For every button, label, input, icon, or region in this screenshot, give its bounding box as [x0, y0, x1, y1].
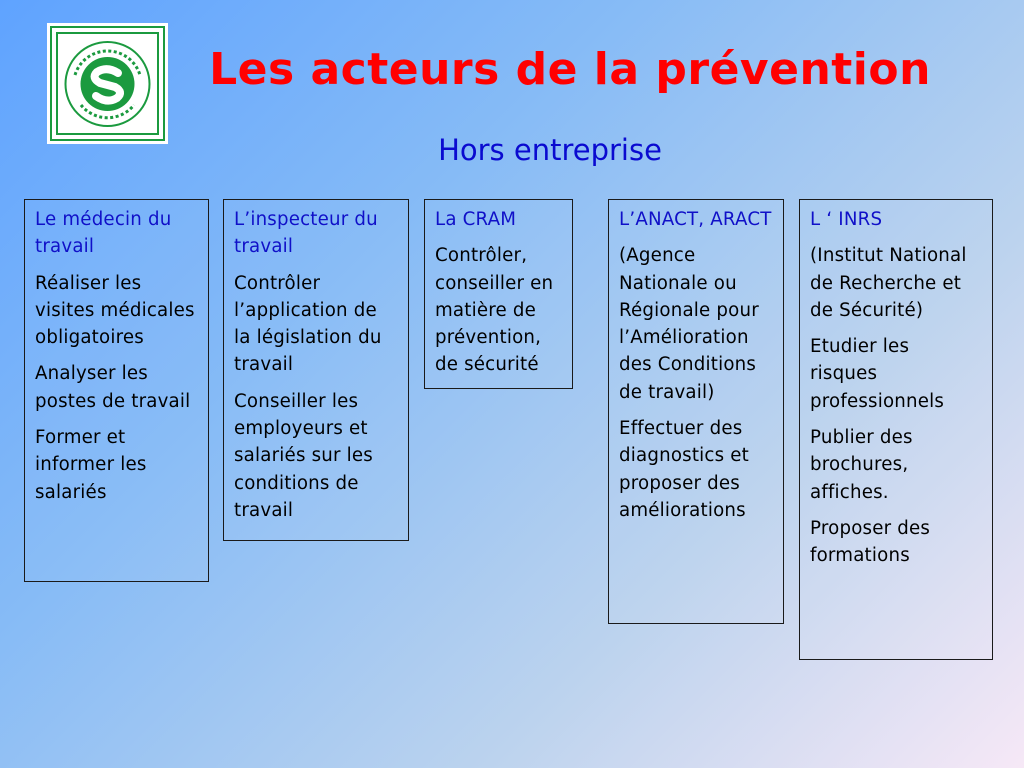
actor-heading: Le médecin du travail	[35, 209, 172, 258]
actor-task: Contrôler l’application de la législation du travail	[234, 272, 382, 376]
actor-task: Former et informer les salariés	[35, 427, 147, 503]
actor-heading: L’ANACT, ARACT	[619, 209, 772, 230]
actor-box-medecin	[24, 199, 209, 582]
actor-task: Réaliser les visites médicales obligatoires	[35, 272, 195, 349]
actor-task: Publier des brochures, affiches.	[810, 427, 913, 503]
actor-box-cram	[424, 199, 573, 389]
actor-task: Analyser les postes de travail	[35, 363, 191, 412]
actor-task: Proposer des formations	[810, 517, 931, 567]
actor-box-anact	[608, 199, 784, 624]
actor-task: Conseiller les employeurs et salariés sur les conditions de travail	[234, 390, 373, 521]
actor-task: (Agence Nationale ou Régionale pour l’Amélioration des Conditions de travail)	[619, 245, 759, 403]
sst-logo	[47, 23, 168, 144]
slide-subtitle: Hors entreprise	[438, 133, 662, 167]
actor-task: Effectuer des diagnostics et proposer des améliorations	[619, 418, 749, 521]
actor-task: (Institut National de Recherche et de Sécurité)	[810, 245, 967, 321]
sst-emblem-icon	[47, 23, 168, 144]
actor-heading: L’inspecteur du travail	[234, 209, 378, 258]
actor-heading: L ‘ INRS	[810, 209, 883, 230]
slide-title: Les acteurs de la prévention	[209, 44, 931, 95]
actor-task: Etudier les risques professionnels	[810, 336, 945, 412]
actor-box-inspecteur	[223, 199, 409, 541]
actor-heading: La CRAM	[435, 209, 517, 230]
actor-task: Contrôler, conseiller en matière de prévention, de sécurité	[435, 245, 554, 376]
actor-box-inrs	[799, 199, 993, 660]
